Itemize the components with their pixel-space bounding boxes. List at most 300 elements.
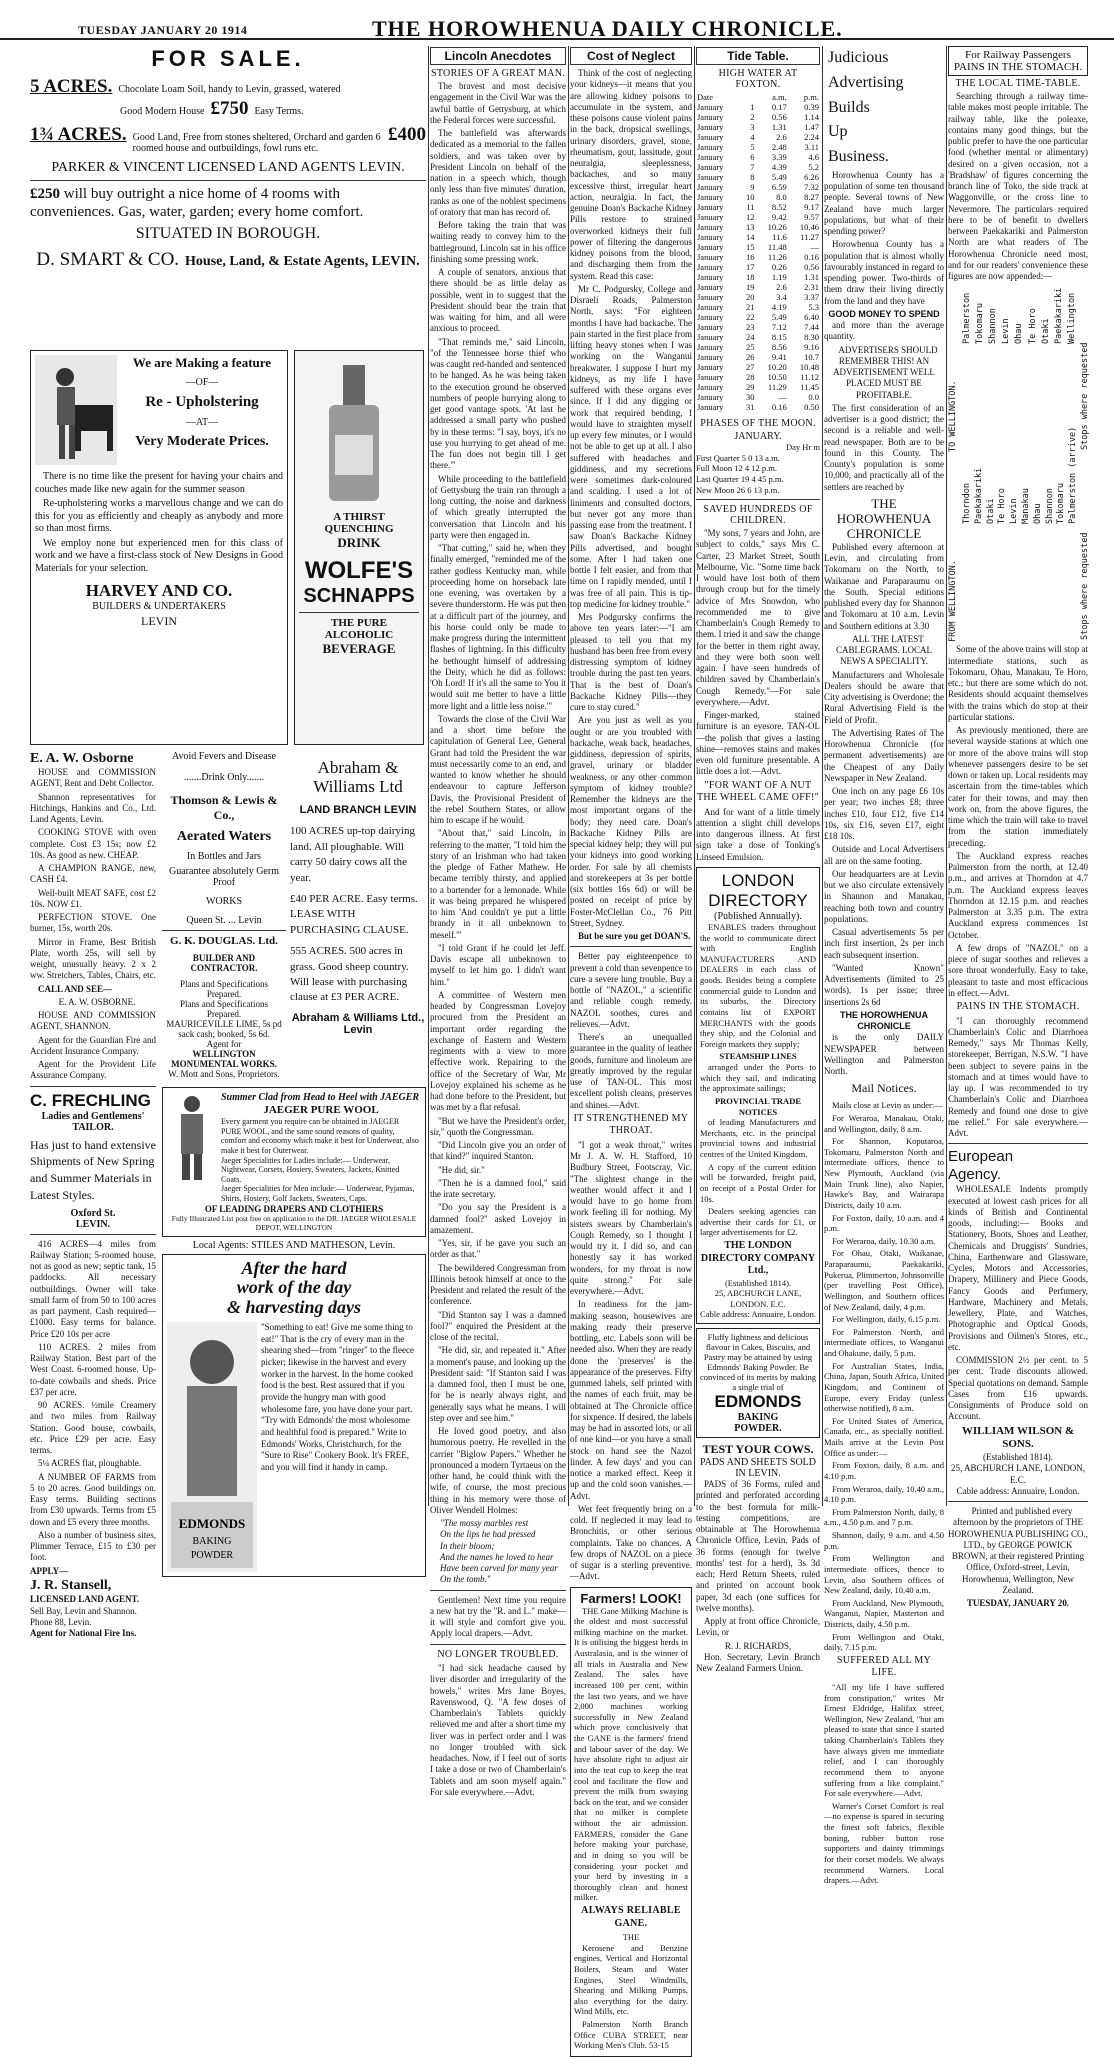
stansell-ad — [30, 1239, 156, 1640]
jaeger-ad — [162, 1087, 426, 1237]
wilson-established: (Established 1814). — [983, 1452, 1053, 1462]
tide-cell: 1.31 — [804, 272, 819, 282]
frechling-address-1: Oxford St. — [70, 1207, 116, 1219]
tide-row — [696, 342, 820, 352]
tide-cell: 0.16 — [804, 252, 819, 262]
tide-row — [696, 122, 820, 132]
tide-cell: January — [697, 382, 724, 392]
douglas-line: Plans and Specifications Prepared. — [180, 999, 268, 1019]
article-paragraph: And for want of a little timely attention a slight chill develops into dangerous illness. At first sign take a dose of Tonking's Linseed Emulsion. — [696, 806, 820, 862]
wolfe-line-2: DRINK — [337, 535, 381, 550]
chronicle-box-title: THE HOROWHENUA CHRONICLE — [840, 1009, 928, 1032]
poem-line: In their bloom; — [440, 1540, 495, 1551]
tide-cell: 3.4 — [776, 292, 787, 302]
tide-col-am: a.m. — [772, 92, 787, 102]
tide-cell: 11.48 — [767, 242, 787, 252]
tide-cell: 31 — [745, 402, 755, 412]
tide-cell: 0.56 — [771, 112, 787, 122]
tide-row — [696, 212, 820, 222]
tide-cell: January — [697, 212, 724, 222]
thomson-street: Queen St. ... Levin — [186, 915, 262, 926]
wolfe-brand-1: WOLFE'S — [304, 557, 414, 584]
fluffy-text: Fluffy lightness and delicious flavour in Cakes, Biscuits, and Pastry may be attained by using Edmonds' Baking Powder. Be convinced of its merits by making a single trial of — [700, 1332, 816, 1392]
tide-cell: 0.50 — [804, 402, 819, 412]
osborne-line: Agent for the Guardian Fire and Accident Insurance Company. — [30, 1034, 156, 1056]
article-paragraph: There's an unequalled guarantee in the quality of leather goods, furniture and linoleum are greatly improved by the regular use of TAN-OL. This most excellent polish cleans, preserves and shines.—Advt. — [570, 1032, 692, 1110]
harvey-reupholstering: Re - Upholstering — [145, 394, 259, 410]
directory-heading: DIRECTORY — [708, 890, 808, 910]
frechling-sub: Ladies and Gentlemens' TAILOR. — [41, 1110, 145, 1133]
tide-row — [696, 182, 820, 192]
jaeger-figure-illustration — [167, 1092, 217, 1182]
after-work-title: After the hard — [241, 1257, 347, 1278]
article-paragraph: Towards the close of the Civil War and a short time before the capitulation of General Lee, General Grant had told the President the war must necessarily come to an end, and wanted to know whether he should endeavour to capture Jefferson Davis, the Provisional President of the rebel Southern States, or allow him to escape if he would. — [430, 713, 566, 825]
tide-row — [696, 402, 820, 412]
moon-phases-month: JANUARY. — [734, 431, 782, 442]
tide-cell: 1.31 — [771, 122, 787, 132]
article-paragraph: WHOLESALE Indents promptly executed at lowest cash prices for all kinds of British and Continental goods, including:— Books and Stationery, Boots, Shoes and Leather, Chemicals and Druggists' Sundries, China, Earthenware and Glassware, Cycles, Motors and Accessories, Drapery, Millinery and Piece Goods, Fancy Goods and Perfumery, Hardware, Machinery and Metals, Jewellery, Plate, and Watches, Photographic and Optical Goods, Provisions and Oilmen's Stores, etc., etc. — [948, 1184, 1088, 1352]
column-advertising — [824, 46, 944, 1886]
tide-row — [696, 292, 820, 302]
station-name: Te Horo — [997, 488, 1008, 525]
tide-cell: 19 — [745, 282, 755, 292]
timetable-note: Stops where requested — [1080, 342, 1090, 451]
tide-row — [696, 262, 820, 272]
article-paragraph: "I told Grant if he could let Jeff. Davis escape all unbeknown to myself to let him go. I didn't want him." — [430, 942, 566, 987]
five-acres-heading: 5 ACRES. — [30, 76, 113, 97]
tide-cell: January — [697, 182, 724, 192]
mail-line: From Palmerston North, daily, 8 a.m., 4.50 p.m. and 7 p.m. — [824, 1506, 944, 1528]
tide-cell: 7.12 — [771, 322, 787, 332]
home-price: £250 — [30, 186, 60, 202]
tide-cell: January — [697, 192, 724, 202]
article-paragraph: Published every afternoon at Levin, and circulating from Tokomaru on the North, to Waikanae and Paraparaumu on the South. Special editions published every day for Shannon and Tokomaru at 10 a.m. Levin and Southern editions at 3.30 — [824, 541, 944, 631]
tide-cell: 8.30 — [804, 332, 819, 342]
five-acres-terms: Easy Terms. — [254, 106, 304, 117]
tide-cell: 3.39 — [771, 152, 787, 162]
london-text: ENABLES traders throughout the world to communicate direct with English MANUFACTURERS AND DEALERS in each class of goods. Besides being a complete commercial guide to London and its suburbs, the Directory contains list of EXPORT MERCHANTS with the goods they ship, and the Colonial and Foreign markets they supply; — [700, 921, 816, 1049]
throat-heading: IT STRENGTHENED MY THROAT. — [573, 1112, 689, 1137]
smart-co-desc: House, Land, & Estate Agents, LEVIN. — [185, 254, 420, 269]
tide-table-heading: Tide Table. — [696, 47, 820, 65]
jaeger-brand: JAEGER PURE WOOL — [263, 1104, 379, 1116]
tide-cell: 5 — [750, 142, 755, 152]
tide-cell: 6.26 — [804, 172, 819, 182]
tide-col-pm: p.m. — [803, 92, 819, 102]
article-paragraph: Better pay eighteenpence to prevent a cold than sevenpence to cure a severe lung trouble. Buy a bottle of "NAZOL," a scientific and reliable cough remedy. NAZOL soothes, cures and relieves.—Advt. — [570, 951, 692, 1029]
wolfe-tag-2: BEVERAGE — [322, 641, 396, 656]
harvey-co-ad — [30, 350, 288, 745]
tide-cell: 9.16 — [804, 342, 819, 352]
article-paragraph: The Auckland express reaches Palmerston from the north, at 12.40 p.m., and arrives at Thorndon at 4.7 p.m. The Auckland express leaves Thorndon at 12.15 p.m. and reaches Palmerston at 3.35 p.m. The extra Auckland express commences 1st October. — [948, 850, 1088, 940]
tide-cell: January — [697, 172, 724, 182]
no-longer-troubled-text: "I had sick headache caused by liver disorder and irregularity of the bowels," writes Mrs Jane Boyes, Ravenswood, Q. "A few doses of Chamberlain's Tablets quickly relieved me and after a short time my liver was in perfect order and I was no longer troubled with sick headaches. Now, if I feel out of sorts I take a dose or two of Chamberlain's Tablets and am soon myself again." For sale everywhere.—Advt. — [430, 1663, 566, 1797]
tide-table — [696, 92, 820, 412]
london-text: Dealers seeking agencies can advertise their cards for £1, or larger advertisements for £2. — [700, 1206, 816, 1238]
london-text: arranged under the Ports to which they sail, and indicating the approximate sailings; — [700, 1062, 816, 1094]
harvey-para-3: We employ none but experienced men for this class of work and we have a first-class stock of New Designs in Good Materials for your selection. — [35, 537, 283, 574]
mail-line: For United States of America, Canada, etc., as specially notified. Mails arrive at the Levin Post Office as under:— — [824, 1415, 944, 1458]
london-cable: Cable address: Annuaire, London. — [700, 1309, 816, 1320]
advertisers-slogan: ADVERTISERS SHOULD REMEMBER THIS! AN ADVERTISEMENT WELL PLACED MUST BE PROFITABLE. — [833, 344, 938, 400]
thomson-works: WORKS — [205, 896, 243, 907]
article-paragraph: Horowhenua County has a population that is almost wholly favourably instanced in regard to spending power. Two-thirds of them draw their living directly from the land and they have — [824, 239, 944, 306]
judicious-word: Up — [828, 123, 848, 141]
wilson-cable: Cable address: Annuaire, London. — [956, 1485, 1080, 1496]
tide-cell: 22 — [745, 312, 755, 322]
tide-row — [696, 232, 820, 242]
wolfe-line-1: A THIRST QUENCHING — [324, 511, 394, 535]
tide-row — [696, 142, 820, 152]
test-cows-text: PADS of 36 Forms, ruled and printed and perforated according to the best formula for milk-testing competitions, are obtainable at The Horowhenua Chronicle Office, Levin. Pads of 36 forms (enough for twelve months' test for a herd), 3s 3d each; Herd Return Sheets, ruled and printed on account book paper, 3d each (one suffices for twelve months). — [696, 1479, 820, 1613]
tide-cell: January — [697, 202, 724, 212]
children-heading: SAVED HUNDREDS OF CHILDREN. — [703, 504, 813, 527]
wolfes-schnapps-ad — [294, 350, 424, 745]
osborne-line: Well-built MEAT SAFE, cost £2 10s. NOW £1. — [30, 887, 156, 909]
tide-cell: 14 — [745, 232, 755, 242]
mail-line: From Auckland, New Plymouth, Wanganui, Napier, Masterton and Districts, daily, 4.50 p.m. — [824, 1597, 944, 1630]
five-acres-house: Good Modern House — [120, 106, 205, 117]
article-paragraph: "I got a weak throat," writes Mr J. A. W. H. Stafford, 10 Budbury Street, Footscray, Vic. "The slightest change in the weather would affect it and I would have to go home from work feeling ill for nothing. My sisters swears by Chamberlain's Cough Remedy, so I thought I would try it. I did so, and can honestly say it has worked wonders, for my throat is now quite strong." For sale everywhere.—Advt. — [570, 1139, 692, 1296]
station-name: Shannon — [1044, 488, 1055, 525]
article-paragraph: The first consideration of an advertiser is a good district; the second is a reliable and well-read newspaper. Both are to be found in this County. The County's population is some 10,000, and practically all of the settlers are reached by — [824, 402, 944, 492]
moon-phases-cols: Day Hr m — [786, 442, 820, 452]
column-rule — [568, 46, 569, 1506]
station-name: Otaki — [1040, 318, 1051, 345]
article-paragraph: Before taking the train that was waiting ready to convey him to the battleground, Lincoln sat in his office finishing some pressing work. — [430, 220, 566, 264]
timetable-title: TO WELLINGTON. — [948, 380, 958, 453]
tide-cell: January — [697, 302, 724, 312]
column-tide-table — [696, 46, 820, 1673]
tide-cell: 10.20 — [767, 362, 787, 372]
mail-line: For Wellington, daily, 6.15 p.m. — [832, 1314, 941, 1325]
tide-cell: 6.40 — [804, 312, 819, 322]
article-paragraph: "That cutting," said he, when they finally emerged, "reminded me of the rather godless Kentucky man, while proceeding home on horseback late one evening, was overtaken by a severe thunderstorm. He was put then at a difficult part of the journey, and his horse could only be made to make progress during the intermittent flashes of lightning. In this difficulty he bethought himself of addressing the Deity, which he did as follows: 'Oh Lord! If it's all the same to You it would suit me better to have a little more light and a little less noise.'" — [430, 543, 566, 711]
for-sale-title: FOR SALE. — [151, 46, 305, 71]
judicious-word: Advertising — [828, 73, 904, 91]
tide-cell: January — [697, 372, 724, 382]
column-rule — [694, 46, 695, 1506]
test-cows-name: R. J. RICHARDS, — [724, 1640, 792, 1651]
osborne-line: Mirror in Frame, Best British Plate, worth 25s, will sell by weight, unusually heavy. 2 x 2 ww. Stretchers, Tables, Chairs, etc. — [30, 936, 156, 981]
thomson-aerated: Aerated Waters — [176, 829, 272, 844]
tide-cell: 0.26 — [771, 262, 787, 272]
fluffy-brand: EDMONDS — [714, 1392, 802, 1411]
tide-row — [696, 332, 820, 342]
after-work-title: & harvesting days — [226, 1297, 361, 1318]
tide-cell: 16 — [745, 252, 755, 262]
tide-cell: 9.57 — [804, 212, 819, 222]
test-cows-sub: PADS AND SHEETS SOLD IN LEVIN. — [699, 1457, 817, 1479]
osborne-line: HOUSE and COMMISSION AGENT, Rent and Debt Collector. — [30, 767, 156, 789]
tide-row — [696, 132, 820, 142]
london-steamship: STEAMSHIP LINES — [719, 1051, 797, 1062]
tide-cell: 17 — [745, 262, 755, 272]
article-paragraph: "Did Lincoln give you an order of that kind?" inquired Stanton. — [430, 1140, 566, 1162]
osborne-name: E. A. W. Osborne — [30, 751, 134, 766]
tide-cell: January — [697, 132, 724, 142]
tide-row — [696, 372, 820, 382]
article-paragraph: Some of the above trains will stop at intermediate stations, such as Tokomaru, Ohau, Manakau, Te Horo, etc.; but there are some which do not. Residents should acquaint themselves with the trains which do stop at their particular stations. — [948, 644, 1088, 722]
railway-heading: For Railway Passengers — [965, 49, 1071, 61]
tide-cell: 13 — [745, 222, 755, 232]
thomson-bottles: In Bottles and Jars — [186, 851, 262, 862]
wolfe-brand-2: SCHNAPPS — [303, 585, 415, 607]
osborne-ad — [30, 751, 156, 1082]
smart-co-name: D. SMART & CO. — [36, 249, 180, 270]
article-paragraph: Mr C. Podgursky, College and Disraeli Roads, Palmerston North, says: "For eighteen months I have had backache. The pain started in the first place from lifting heavy stones when I was working on the Wanganui breakwater. I suppose I hurt my kidneys, as my life I have suffered with these organs ever since. If I did any digging or work that required bending, I would have to straighten myself up every few minutes, or I would not be able to get up at all. I also suffered with headaches and giddiness, and my secretions were sometimes dark-coloured and scalding. I used a lot of liniments and consulted doctors, but never got any more than passing ease from the treatment. I saw Doan's Backache Kidney Pills advertised, and bought some. After I had taken one bottle I felt easier, and from that time on I rapidly mended, until I was free of all pain. This is tip-top medicine for kidney trouble." — [570, 283, 692, 609]
tide-cell: 3 — [750, 122, 755, 132]
european-heading: European — [948, 1148, 1014, 1166]
article-paragraph: Our headquarters are at Levin but we also circulate extensively in Shannon and Manakau, reaching both town and country populations. — [824, 868, 944, 924]
article-paragraph: "He did, sir, and repeated it." After a moment's pause, and looking up the President said: "If Stanton said I was a damned fool, then I must be one, for he is nearly always right, and generally says what he means. I will step over and see him." — [430, 1345, 566, 1423]
osborne-line: Agent for the Provident Life Assurance Company. — [30, 1059, 156, 1081]
edmonds-after-work-ad — [162, 1254, 426, 1577]
tide-cell: 8.15 — [771, 332, 787, 342]
gane-agents: Palmerston North Branch Office CUBA STREET, near Working Men's Club. 53-15 — [574, 2019, 688, 2051]
five-acres-desc: Chocolate Loam Soil, handy to Levin, grassed, watered — [118, 84, 341, 95]
douglas-ad — [162, 935, 286, 1079]
parker-vincent-agents: PARKER & VINCENT LICENSED LAND AGENTS LEVIN. — [51, 160, 405, 175]
stansell-line: Phone 88, Levin. — [30, 1616, 92, 1627]
article-paragraph: Horowhenua County has a population of some ten thousand people. Several towns of New Zealand have much larger populations, but what of their spending power? — [824, 169, 944, 237]
tide-row — [696, 352, 820, 362]
tin-label-baking: BAKING — [192, 1535, 232, 1547]
tide-cell: 2.48 — [771, 142, 787, 152]
fluffy-sub: BAKING — [737, 1412, 779, 1423]
tide-cell: 8.27 — [804, 192, 819, 202]
tide-cell: 1 — [750, 102, 755, 112]
osborne-line: HOUSE AND COMMISSION AGENT, SHANNON. — [30, 1010, 156, 1032]
column-ads-left — [30, 46, 426, 1639]
frechling-name: C. FRECHLING — [30, 1090, 151, 1110]
tide-cell: January — [697, 402, 724, 412]
article-paragraph: ALL THE LATEST CABLEGRAMS. LOCAL NEWS A SPECIALITY. — [835, 633, 932, 667]
tide-row — [696, 322, 820, 332]
tide-cell: January — [697, 152, 724, 162]
acres-desc-2: Good Land, Free from stones sheltered, Orchard and garden 6 roomed house and outbuildings, fowl runs etc. — [132, 132, 381, 154]
test-cows-heading: TEST YOUR COWS. — [702, 1442, 814, 1456]
osborne-line: CALL AND SEE— — [38, 983, 113, 994]
jaeger-ladies: Jaeger Specialities for Ladies include:— Underwear, Nightwear, Corsets, Hosiery, Sweaters, Jackets, Knitted Coats. — [221, 1155, 400, 1184]
tide-cell: 4.39 — [771, 162, 787, 172]
tide-cell: January — [697, 322, 724, 332]
tide-row — [696, 112, 820, 122]
article-paragraph: The battlefield was afterwards dedicated as a memorial to the fallen soldiers, and was taken over by President Lincoln on behalf of the nation in a speech which, though only less than five minutes' duration, ranks as one of the noblest specimens of oratory that man has record of. — [430, 128, 566, 217]
frechling-address-2: LEVIN. — [75, 1218, 111, 1230]
tide-cell: January — [697, 232, 724, 242]
station-name: Te Horo — [1027, 308, 1038, 345]
abraham-name: Abraham & Williams Ltd — [313, 758, 403, 796]
article-paragraph: Manufacturers and Wholesale Dealers should be aware that City advertising is Overdone; the Rural Advertising Field is the Field of Profit. — [824, 669, 944, 725]
london-provincial: PROVINCIAL TRADE NOTICES — [714, 1095, 802, 1117]
tide-cell: 2.31 — [804, 282, 819, 292]
article-paragraph: "Do you say the President is a damned fool?" asked Lovejoy in amazement. — [430, 1202, 566, 1235]
tide-cell: 25 — [745, 342, 755, 352]
good-money-to-spend: GOOD MONEY TO SPEND — [828, 308, 940, 319]
abraham-branch: LAND BRANCH LEVIN — [299, 804, 417, 817]
london-established: (Established 1814). — [724, 1277, 792, 1288]
douglas-builder: BUILDER AND CONTRACTOR. — [190, 953, 258, 973]
tide-cell: 1.19 — [771, 272, 787, 282]
acres-heading-2: 1¾ ACRES. — [30, 124, 127, 145]
tide-cell: 8.0 — [776, 192, 787, 202]
station-name: Tokomaru — [975, 303, 986, 345]
tide-row — [696, 242, 820, 252]
mail-line: Warner's Corset Comfort is real—no expense is spared in securing the finest soft fabrics, flexible boning, rubber button rose supporters and dainty trimmings for their corset models. We always recommend Warners. Local drapers.—Advt. — [824, 1800, 944, 1886]
article-paragraph: Outside and Local Advertisers all are on the same footing. — [824, 844, 944, 866]
article-paragraph: In readiness for the jam-making season, housewives are making ready their preserve bottling, etc. Labels soon will be needed also. When they are ready done the 'preserves' is the appearance of the preserves. Fifty gummed labels, self printed with the names of each fruit, may be obtained at The Chronicle office for sixpence. If desired, the labels may be had in assorted lots, or all of one kind—or you have a small stock on hand see the Nazol linder. A few days' and you can notice a marked effect. Keep it up and the cold soon vanishes.—Advt. — [570, 1299, 692, 1501]
jaeger-desc: Every garment you require can be obtained in JAEGER PURE WOOL, and the same sound reasons of quality, comfort and economy which make it best for Underwear, also make it best for Outerwear. — [221, 1117, 419, 1155]
test-cows-role: Hon. Secretary, Levin Branch New Zealand Farmers Union. — [696, 1651, 820, 1673]
stansell-line: Sell Bay, Levin and Shannon. — [30, 1605, 137, 1616]
tin-label-edmonds: EDMONDS — [178, 1515, 246, 1531]
article-paragraph: "About that," said Lincoln, in referring to the matter, "I told him the story of an Irishman who had taken the pledge of Father Mathew. He became terribly thirsty, and applied to a bartender for a lemonade. While it was being prepared he whispered to him 'And couldn't ye put a little brandy in it all unbeknown to meself.'" — [430, 828, 566, 940]
no-longer-troubled-heading: NO LONGER TROUBLED. — [437, 1648, 559, 1660]
mail-line: For Palmerston North, and intermediate offices, to Wanganui and Ohakune, daily, 5 p.m. — [824, 1326, 944, 1359]
lincoln-heading: Lincoln Anecdotes — [430, 47, 566, 65]
chronicle-box-text: is the only DAILY NEWSPAPER between Wellington and Palmerston North. — [824, 1032, 944, 1077]
frechling-body: Has just to hand extensive Shipments of New Spring and Summer Materials in Latest Styles. — [30, 1137, 156, 1202]
tide-cell: 0.39 — [804, 102, 819, 112]
chronicle-heading: HOROWHENUA — [836, 510, 932, 526]
imprint: Printed and published every afternoon by the proprietors of THE HOROWHENUA PUBLISHING CO., LTD., by GEORGE POWICK BROWN, at their registered Printing Office, Oxford-street, Levin, Horowhenua, Wellington, New Zealand. — [948, 1506, 1089, 1595]
tide-cell: 2 — [750, 112, 755, 122]
situated-in-borough: SITUATED IN BOROUGH. — [135, 225, 321, 242]
wolfe-tag-1: THE PURE ALCOHOLIC — [324, 617, 394, 641]
tide-cell: 24 — [745, 332, 755, 342]
tide-cell: 29 — [745, 382, 755, 392]
tide-cell: January — [697, 392, 724, 402]
article-paragraph: The bewildered Congressman from Illinois betook himself at once to the President and related the result of the conference. — [430, 1262, 566, 1307]
station-name: Levin — [1009, 498, 1020, 525]
article-paragraph: Finger-marked, stained furniture is an eyesore. TAN-OL—the polish that gives a lasting shine—removes stains and makes even old furniture presentable. A little does a lot.—Advt. — [696, 710, 820, 777]
article-paragraph: Think of the cost of neglecting your kidneys—it means that you are allowing kidney poisons to accumulate in the system, and these poisons cause violent pains in the back, dropsical swellings, urinary disorders, gravel, stone, rheumatism, gout, lassitude, gout neuralgia, sleeplessness, backaches, and so many excessive thirst, irregular heart action, neuralgia. In fact, the genuine Doan's Backache Kidney Pills restore to strained overworked kidneys their full power of filtering the dangerous kidney poisons from the blood, and discharging them from the system. Read this case: — [570, 68, 692, 281]
stansell-listing: 90 ACRES. ½mile Creamery and two miles from Railway Station. Good house, cowbails, etc. Price £29 per acre. Easy terms. — [30, 1400, 156, 1456]
mail-line: "All my life I have suffered from constipation," writes Mr Ernest Eldridge, Halifax street, Wellington, New Zealand, "but am pleased to state that since I started taking Chamberlain's Tablets they have always given me immediate relief, and I can thoroughly recommend them to anyone suffering from a like complaint." For sale everywhere.—Advt. — [824, 1681, 944, 1799]
tide-cell: 0.17 — [771, 102, 787, 112]
tide-cell: 18 — [745, 272, 755, 282]
london-company: THE LONDON DIRECTORY COMPANY Ltd., — [700, 1240, 816, 1276]
tide-cell: 8.56 — [771, 342, 787, 352]
tide-cell: 0.56 — [804, 262, 819, 272]
column-cost-of-neglect — [570, 46, 692, 2051]
tide-cell: 11 — [746, 202, 755, 212]
wilson-name: SONS. — [1002, 1438, 1034, 1451]
poem-line: On the lips he had pressed — [440, 1529, 536, 1540]
tide-cell: 5.2 — [808, 162, 819, 172]
tide-cell: 4.19 — [771, 302, 787, 312]
moon-phase-row: Last Quarter 19 4 45 p.m. — [696, 473, 784, 484]
article-paragraph: "But we have the President's order, sir," quoth the Congressman. — [430, 1115, 566, 1137]
gane-milking-ad — [570, 1587, 692, 2057]
tide-cell: 4.6 — [808, 152, 819, 162]
tide-cell: January — [697, 112, 724, 122]
station-name: Wellington — [1066, 293, 1077, 345]
mail-line: From Foxton, daily, 8 a.m. and 4.10 p.m. — [824, 1460, 944, 1481]
railway-heading: PAINS IN THE STOMACH. — [953, 61, 1083, 73]
for-sale-ad — [30, 46, 426, 346]
harvey-of: —OF— — [185, 377, 219, 388]
tide-cell: 2.6 — [776, 132, 787, 142]
station-name: Ohau — [1032, 503, 1043, 525]
timetable-note: Stops where requested — [1080, 532, 1090, 641]
harvester-illustration — [167, 1322, 257, 1572]
article-paragraph: "My sons, 7 years and John, are subject to colds," says Mrs C. Carter, 23 Market Street, South Melbourne, Vic. "Some time back I would have lost both of them through croup but for the timely advice of Mrs Snowdon, who recommended me to give Chamberlain's Cough Remedy to them. I tried it and saw the change for the better in them right away, and they were both soon well again. I have seen hundreds of children saved by Chamberlain's Cough Remedy."—For sale everywhere.—Advt. — [696, 528, 820, 707]
tide-cell: 3.11 — [804, 142, 819, 152]
tide-cell: January — [697, 312, 724, 322]
london-text: A copy of the current edition will be forwarded, freight paid, on receipt of a Postal Order for 10s. — [700, 1161, 816, 1204]
thomson-avoid: Avoid Fevers and Disease — [172, 751, 276, 762]
column-railway — [948, 46, 1090, 1608]
article-paragraph: and more than the average quantity. — [824, 320, 944, 342]
tide-cell: 0.0 — [808, 392, 819, 402]
station-name: Thorndon — [962, 483, 972, 525]
station-name: Paekakariki — [973, 467, 984, 525]
douglas-line: Agent for — [206, 1039, 242, 1049]
tide-cell: January — [697, 102, 724, 112]
tin-label-powder: POWDER — [190, 1549, 234, 1561]
douglas-line: MAURICEVILLE LIME, 5s pd sack cash; booked, 5s 6d. — [166, 1019, 282, 1039]
imprint-date: TUESDAY, JANUARY 20. — [966, 1598, 1070, 1608]
tide-row — [696, 252, 820, 262]
poem-line: On the tomb." — [440, 1574, 491, 1585]
schnapps-bottle-illustration — [299, 355, 419, 505]
abraham-listing: £40 PER ACRE. Easy terms. LEASE WITH PURCHASING CLAUSE. — [290, 892, 418, 936]
tide-cell: 7 — [750, 162, 755, 172]
osborne-line: PERFECTION STOVE. One burner, 15s, worth 20s. — [30, 912, 156, 934]
tide-row — [696, 162, 820, 172]
tide-cell: 15 — [745, 242, 755, 252]
mail-line: For Weraroa, daily, 10.30 a.m. — [832, 1235, 936, 1246]
mail-line: Shannon, daily, 9 a.m. and 4.50 p.m. — [824, 1530, 944, 1551]
abraham-listing: 555 ACRES. 500 acres in grass. Good sheep country. Will lease with purchasing clause at £3 PER ACRE. — [290, 945, 409, 1004]
article-paragraph: The bravest and most decisive engagement in the Civil War was the awful battle of Gettysburg, at which the Federal forces were successful. — [430, 81, 566, 125]
article-paragraph: A few drops of "NAZOL" on a piece of sugar soothes and relieves a sore throat wonderfully. Easy to take, pleasant to taste and most efficacious in effect.—Advt. — [948, 942, 1088, 998]
article-paragraph: While proceeding to the battlefield of Gettysburg the train ran through a long cutting, the noise and darkness of which greatly interrupted the conversation that Lincoln and his party were then engaged in. — [430, 473, 566, 540]
osborne-line: A CHAMPION RANGE, new, CASH £4. — [30, 863, 156, 885]
mail-line: Mails close at Levin as under:— — [832, 1100, 943, 1111]
tide-row — [696, 222, 820, 232]
moon-phase-row: New Moon 26 6 13 p.m. — [696, 484, 780, 495]
article-paragraph: Are you just as well as you ought or are you troubled with backache, weak back, headaches, giddiness, depression of spirits, gravel, urinary or bladder weakness, or any other common symptom of kidney trouble? Remember the kidneys are the most important organs of the body; they need care. Doan's Backache Kidney Pills are special kidney help; they will put your kidneys into good working order. For sale by all chemists and storekeepers at 3s per bottle (six bottles 16s 6d) or will be posted on receipt of price by Foster-McClellan Co., 76 Pitt Street, Sydney. — [570, 715, 692, 928]
mail-line: From Weraroa, daily, 10.40 a.m., 4.10 p.m. — [824, 1483, 944, 1505]
tide-cell: 12 — [745, 212, 755, 222]
poem-line: And the names he loved to hear — [440, 1551, 554, 1562]
stansell-name: J. R. Stansell, — [30, 1577, 112, 1593]
mail-line: For Australian States, India, China, Japan, South Africa, United Kingdom, and Continent of Europe, every Friday (unless otherwise notified), 8 a.m. — [824, 1360, 944, 1414]
tide-cell: January — [697, 222, 724, 232]
tide-row — [696, 202, 820, 212]
mail-line: For Ohau, Otaki, Waikanae, Paraparaumu, Paekakariki, Pukerua, Plimmerton, Johnsonville (per travelling Post Office), Wellington, and Southern offices of New Zealand, daily, 4 p.m. — [824, 1248, 944, 1312]
abraham-listing: 100 ACRES up-top dairying land. All ploughable. Will carry 50 dairy cows all the year. — [290, 825, 415, 884]
neglect-heading: Cost of Neglect — [570, 47, 692, 65]
osborne-line: COOKING STOVE with oven complete. Cost £3 15s; now £2 10s. As good as new. CHEAP. — [30, 827, 156, 860]
tide-cell: January — [697, 282, 724, 292]
tide-cell: January — [697, 342, 724, 352]
article-paragraph: But be sure you get DOAN'S. — [578, 931, 691, 941]
tide-cell: 21 — [745, 302, 755, 312]
tide-cell: January — [697, 352, 724, 362]
tide-cell: 8 — [750, 172, 755, 182]
issue-date: TUESDAY JANUARY 20 1914 — [78, 23, 248, 37]
lincoln-subheading: STORIES OF A GREAT MAN. — [430, 68, 566, 79]
jaeger-heading: Summer Clad from Head to Heel with JAEGER — [221, 1092, 420, 1103]
thomson-guarantee: Guarantee absolutely Germ Proof — [169, 866, 279, 888]
stansell-apply: APPLY— — [30, 1565, 69, 1576]
timetable-title: FROM WELLINGTON. — [948, 560, 958, 643]
tide-row — [696, 362, 820, 372]
